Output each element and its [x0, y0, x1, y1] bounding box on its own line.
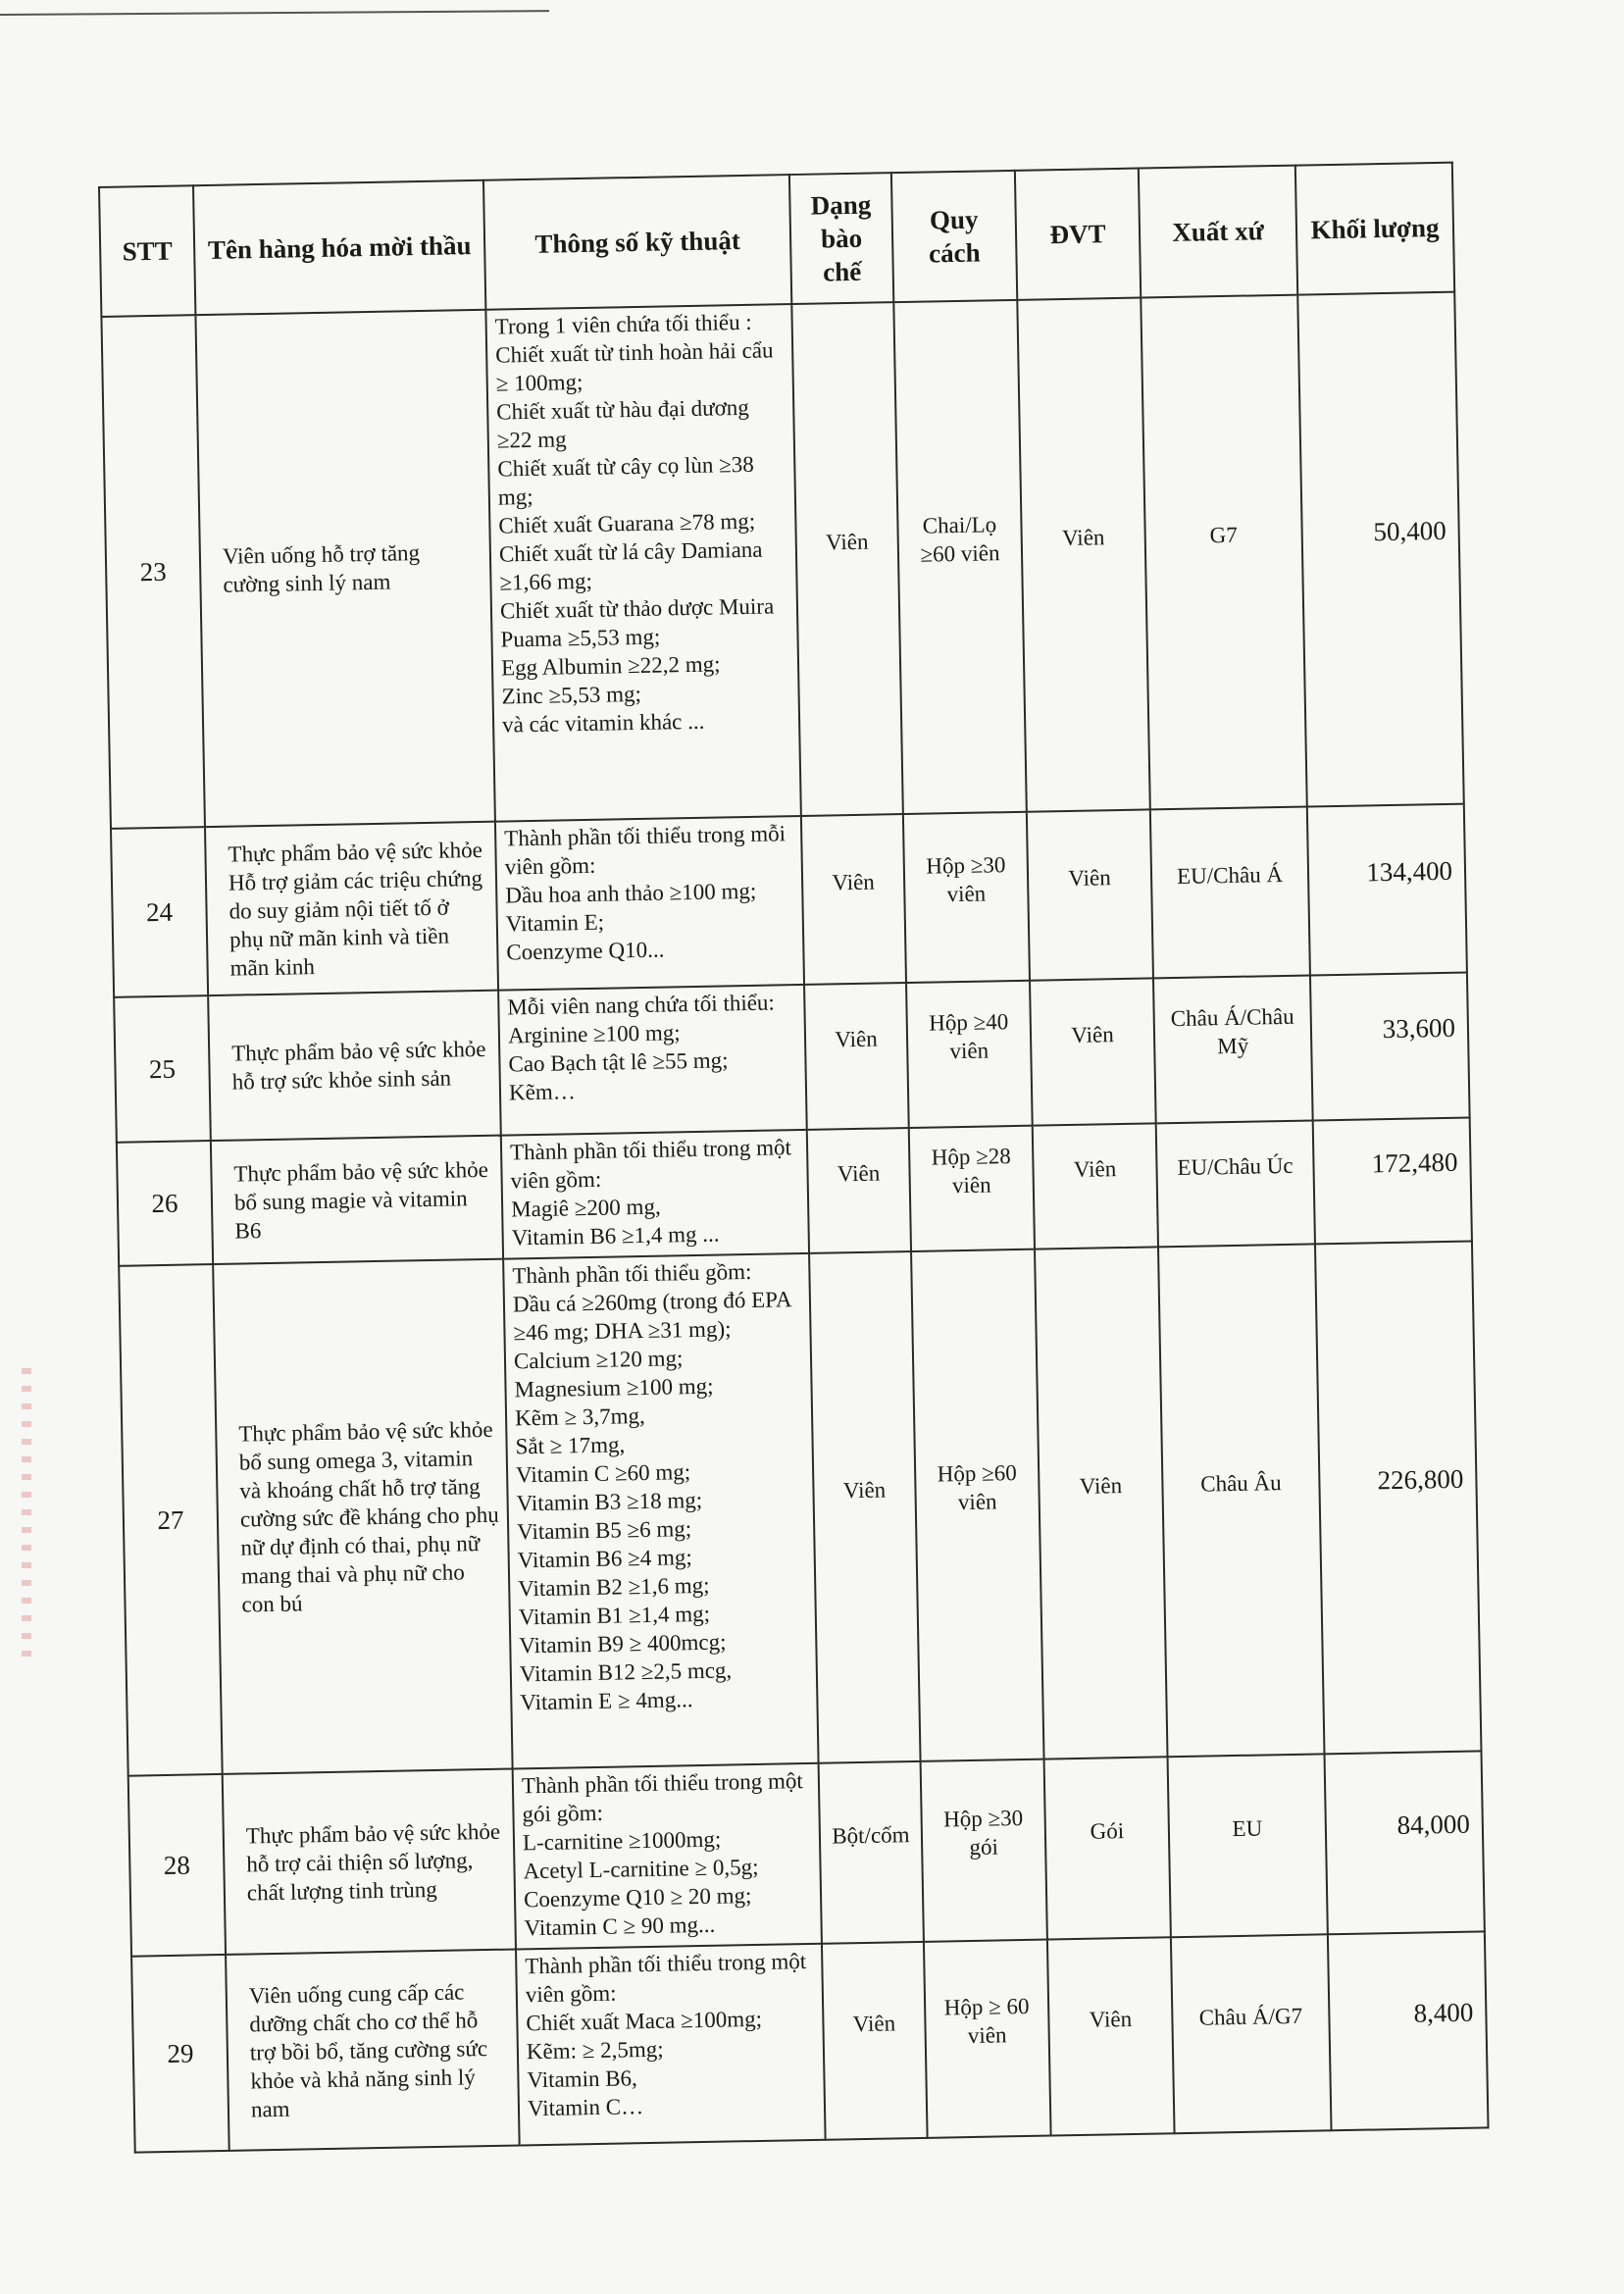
origin-value: EU/Châu Á	[1176, 861, 1284, 889]
spec-line: Vitamin B6 ≥1,4 mg ...	[511, 1221, 720, 1250]
table-row	[101, 292, 1463, 829]
cell-origin	[1156, 1120, 1315, 1247]
spec-line: Acetyl L-carnitine ≥ 0,5g;	[523, 1854, 759, 1884]
cell-unit	[1035, 1247, 1168, 1759]
cell-name: Thực phẩm bảo vệ sức khỏe Hỗ trợ giảm các triệu chứng do suy giảm nội tiết tố ở phụ nữ mãn kinh và tiền mãn kinh	[205, 822, 498, 995]
table-row	[111, 804, 1467, 997]
cell-form	[809, 1251, 921, 1763]
cell-qty	[1324, 1751, 1484, 1934]
spec-line: Chiết xuất từ thảo dược Muira Puama ≥5,53 mg;	[499, 593, 775, 652]
unit-value: Viên	[1071, 1021, 1114, 1047]
table-row	[128, 1751, 1485, 1956]
qty-value: 84,000	[1396, 1809, 1471, 1840]
cell-spec	[503, 1253, 818, 1769]
cell-stt: 28	[128, 1774, 226, 1957]
spec-line: Kẽm…	[508, 1079, 576, 1105]
cell-unit	[1027, 809, 1153, 980]
spec-line: Chiết xuất Maca ≥100mg;	[526, 2006, 763, 2036]
cell-spec	[498, 985, 807, 1136]
spec-line: Vitamin E;	[505, 909, 605, 937]
spec-line: Zinc ≥5,53 mg;	[501, 681, 642, 709]
table-body	[101, 292, 1488, 2153]
cell-qty	[1297, 292, 1464, 807]
spec-line: Chiết xuất từ hàu đại dương ≥22 mg	[496, 394, 749, 453]
origin-value: Châu Á/G7	[1198, 2003, 1303, 2030]
form-value: Viên	[825, 529, 869, 554]
spec-line: Vitamin E ≥ 4mg...	[520, 1687, 693, 1715]
spec-line: Magnesium ≥100 mg;	[514, 1373, 714, 1402]
spec-line: Thành phần tối thiểu trong một gói gồm:	[521, 1768, 803, 1827]
qty-value: 226,800	[1377, 1463, 1464, 1495]
origin-value: Châu Âu	[1199, 1469, 1282, 1497]
cell-form	[791, 302, 903, 816]
spec-line: Thành phần tối thiểu trong một viên gồm:	[525, 1949, 807, 2008]
spec-line: Vitamin B2 ≥1,6 mg;	[518, 1572, 710, 1602]
cell-form	[807, 1128, 911, 1253]
form-value: Viên	[832, 869, 876, 894]
cell-form	[819, 1761, 924, 1944]
stamp-mark	[22, 1368, 31, 1662]
spec-line: Vitamin B9 ≥ 400mcg;	[519, 1629, 727, 1658]
form-value: Viên	[835, 1026, 878, 1051]
cell-name: Thực phẩm bảo vệ sức khỏe bổ sung magie và vitamin B6	[211, 1136, 503, 1264]
cell-name: Thực phẩm bảo vệ sức khỏe hỗ trợ cải thiện số lượng, chất lượng tinh trùng	[223, 1769, 516, 1955]
spec-line: Mỗi viên nang chứa tối thiểu:	[507, 990, 776, 1020]
cell-spec	[513, 1763, 822, 1950]
spec-line: Dầu hoa anh thảo ≥100 mg;	[505, 878, 757, 908]
cell-unit	[1033, 1123, 1158, 1249]
origin-value: EU	[1232, 1815, 1263, 1841]
form-value: Bột/cốm	[832, 1821, 910, 1849]
cell-qty	[1328, 1931, 1489, 2130]
cell-pack	[909, 1126, 1035, 1251]
cell-pack	[924, 1940, 1051, 2138]
cell-spec	[485, 304, 801, 822]
cell-stt: 26	[117, 1141, 213, 1266]
cell-pack	[903, 812, 1030, 983]
origin-value: Châu Á/Châu Mỹ	[1170, 1003, 1294, 1059]
form-value: Viên	[837, 1160, 881, 1186]
form-value: Viên	[852, 2010, 896, 2036]
spec-line: Vitamin B1 ≥1,4 mg;	[518, 1601, 711, 1630]
scan-edge-line	[0, 10, 549, 16]
header-origin: Xuất xứ	[1139, 166, 1297, 298]
form-value: Viên	[842, 1477, 887, 1503]
cell-qty	[1310, 973, 1470, 1121]
unit-value: Viên	[1068, 864, 1111, 891]
spec-line: Vitamin C ≥ 90 mg...	[524, 1912, 716, 1941]
cell-spec	[495, 816, 804, 991]
spec-line: Kẽm: ≥ 2,5mg;	[526, 2036, 664, 2065]
qty-value: 8,400	[1413, 1997, 1474, 2028]
cell-stt: 23	[101, 315, 205, 829]
unit-value: Viên	[1073, 1155, 1117, 1182]
spec-line: Thành phần tối thiểu trong một viên gồm:	[509, 1135, 792, 1194]
header-stt: STT	[99, 185, 195, 317]
header-unit: ĐVT	[1015, 169, 1141, 300]
pack-value: Hộp ≥ 60 viên	[943, 1993, 1030, 2049]
header-pack: Quy cách	[891, 171, 1017, 302]
procurement-table	[98, 162, 1490, 2154]
cell-origin	[1158, 1244, 1325, 1757]
cell-qty	[1307, 804, 1467, 976]
cell-name: Thực phẩm bảo vệ sức khỏe bổ sung omega 3, vitamin và khoáng chất hỗ trợ tăng cường sức đề kháng cho phụ nữ dự định có thai, phụ nữ mang thai và phụ nữ cho con bú	[213, 1259, 512, 1774]
pack-value: Hộp ≥30 gói	[942, 1805, 1024, 1861]
spec-line: Calcium ≥120 mg;	[513, 1346, 684, 1374]
unit-value: Viên	[1061, 524, 1105, 550]
spec-line: Sắt ≥ 17mg,	[515, 1432, 626, 1459]
qty-value: 172,480	[1371, 1147, 1458, 1178]
cell-name: Viên uống cung cấp các dưỡng chất cho cơ thể hỗ trợ bồi bổ, tăng cường sức khỏe và khả năng sinh lý nam	[226, 1949, 520, 2150]
table-header-row	[99, 163, 1454, 317]
cell-form	[822, 1942, 928, 2140]
table-row	[117, 1118, 1472, 1266]
pack-value: Hộp ≥28 viên	[931, 1144, 1011, 1198]
spec-line: Coenzyme Q10 ≥ 20 mg;	[523, 1883, 752, 1912]
header-form: Dạng bào chế	[789, 173, 893, 304]
cell-origin	[1171, 1934, 1332, 2133]
cell-qty	[1315, 1242, 1482, 1755]
spec-line: Vitamin B3 ≥18 mg;	[516, 1487, 703, 1516]
header-spec: Thông số kỹ thuật	[483, 175, 791, 310]
table-container	[98, 162, 1488, 2154]
spec-line: Trong 1 viên chứa tối thiểu :	[494, 309, 752, 339]
pack-value: Hộp ≥40 viên	[929, 1009, 1009, 1064]
qty-value: 33,600	[1382, 1012, 1456, 1044]
cell-unit	[1030, 978, 1156, 1125]
pack-value: Hộp ≥60 viên	[937, 1460, 1017, 1515]
cell-pack	[906, 981, 1033, 1128]
spec-line: L-carnitine ≥1000mg;	[522, 1826, 722, 1856]
cell-form	[801, 814, 906, 985]
table-row	[114, 973, 1469, 1143]
qty-value: 50,400	[1373, 515, 1446, 546]
cell-stt: 29	[131, 1955, 229, 2153]
qty-value: 134,400	[1365, 855, 1453, 887]
unit-value: Viên	[1089, 2006, 1133, 2032]
spec-line: Thành phần tối thiểu gồm:	[512, 1258, 752, 1289]
cell-pack	[893, 300, 1027, 814]
cell-origin	[1168, 1754, 1328, 1937]
spec-line: và các vitamin khác ...	[501, 708, 705, 738]
spec-line: Thành phần tối thiểu trong mỗi viên gồm:	[504, 821, 787, 880]
spec-line: Vitamin B5 ≥6 mg;	[516, 1516, 692, 1545]
cell-name: Viên uống hỗ trợ tăng cường sinh lý nam	[195, 310, 495, 827]
spec-line: Magiê ≥200 mg,	[510, 1194, 661, 1222]
spec-line: Chiết xuất từ tinh hoàn hải cẩu ≥ 100mg;	[494, 337, 774, 396]
unit-value: Viên	[1079, 1472, 1123, 1499]
unit-value: Gói	[1090, 1817, 1125, 1844]
header-name: Tên hàng hóa mời thầu	[193, 180, 485, 315]
cell-form	[804, 983, 909, 1130]
cell-unit	[1047, 1937, 1175, 2135]
spec-line: Vitamin B6 ≥4 mg;	[517, 1545, 692, 1573]
cell-stt: 24	[111, 827, 208, 997]
spec-line: Chiết xuất từ lá cây Damiana ≥1,66 mg;	[498, 536, 763, 595]
cell-name: Thực phẩm bảo vệ sức khỏe hỗ trợ sức khỏe sinh sản	[208, 991, 501, 1141]
spec-line: Coenzyme Q10...	[506, 937, 665, 965]
pack-value: Hộp ≥30 viên	[926, 852, 1006, 907]
cell-origin	[1153, 975, 1313, 1123]
cell-origin	[1150, 807, 1310, 979]
cell-stt: 27	[119, 1264, 223, 1776]
cell-pack	[911, 1249, 1044, 1761]
cell-unit	[1017, 298, 1150, 812]
spec-line: Arginine ≥100 mg;	[507, 1020, 681, 1048]
spec-line: Vitamin C ≥60 mg;	[515, 1459, 691, 1488]
spec-line: Dầu cá ≥260mg (trong đó EPA ≥46 mg; DHA ≥31 mg);	[512, 1287, 791, 1346]
cell-qty	[1313, 1118, 1472, 1245]
cell-spec	[516, 1944, 826, 2146]
origin-value: EU/Châu Úc	[1177, 1152, 1294, 1180]
spec-line: Kẽm ≥ 3,7mg,	[514, 1402, 646, 1431]
cell-spec	[501, 1130, 809, 1259]
spec-line: Chiết xuất Guarana ≥78 mg;	[498, 508, 756, 538]
pack-value: Chai/Lọ ≥60 viên	[920, 512, 1000, 567]
table-row	[119, 1242, 1481, 1776]
spec-line: Vitamin B6,	[527, 2065, 638, 2093]
cell-origin	[1141, 295, 1307, 810]
origin-value: G7	[1209, 522, 1238, 547]
cell-unit	[1044, 1757, 1171, 1939]
spec-line: Egg Albumin ≥22,2 mg;	[500, 651, 721, 681]
spec-line: Cao Bạch tật lê ≥55 mg;	[508, 1047, 729, 1077]
header-qty: Khối lượng	[1295, 163, 1454, 295]
cell-pack	[921, 1759, 1047, 1942]
spec-line: Vitamin C…	[527, 2094, 644, 2121]
table-row	[131, 1931, 1488, 2152]
spec-line: Vitamin B12 ≥2,5 mcg,	[519, 1657, 733, 1687]
cell-stt: 25	[114, 995, 211, 1143]
spec-line: Chiết xuất từ cây cọ lùn ≥38 mg;	[497, 451, 754, 510]
